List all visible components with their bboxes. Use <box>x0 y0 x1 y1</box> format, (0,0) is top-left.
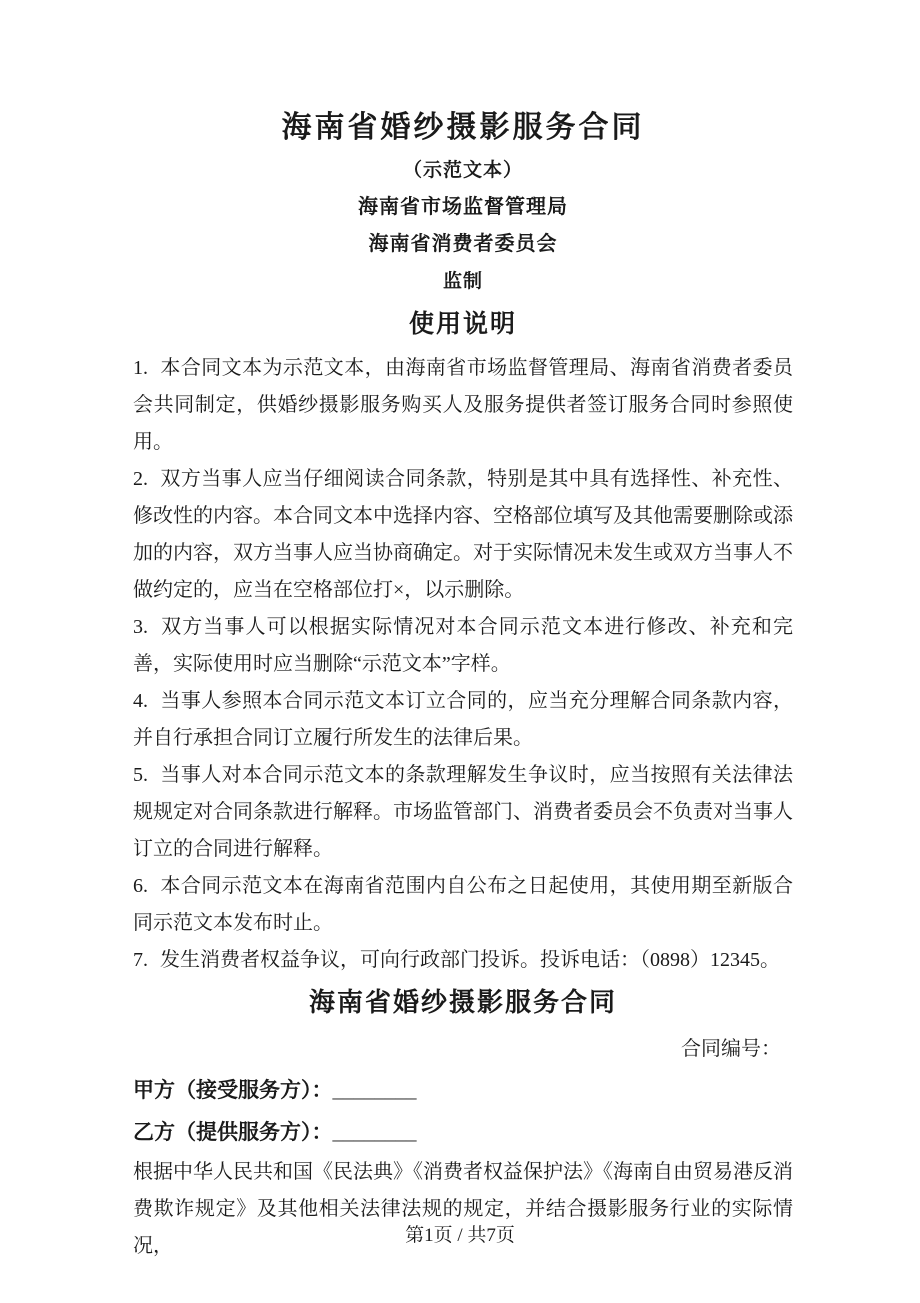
document-title: 海南省婚纱摄影服务合同 <box>281 111 645 144</box>
instruction-number: 4. <box>133 690 148 712</box>
instruction-text: 双方当事人应当仔细阅读合同条款，特别是其中具有选择性、补充性、修改性的内容。本合同文本中选择内容、空格部位填写及其他需要删除或添加的内容，双方当事人应当协商确定。对于实际情况未发生或双方当事人不做约定的，应当在空格部位打×，以示删除。 <box>133 468 793 601</box>
instruction-text: 当事人对本合同示范文本的条款理解发生争议时，应当按照有关法律法规规定对合同条款进行解释。市场监管部门、消费者委员会不负责对当事人订立的合同进行解释。 <box>133 764 793 860</box>
instruction-item-1 <box>133 350 793 461</box>
issuer-line-1: 海南省市场监督管理局 <box>358 196 568 218</box>
instruction-item-4 <box>133 683 793 757</box>
instruction-item-3 <box>133 609 793 683</box>
contract-number-label: 合同编号： <box>681 1038 781 1060</box>
party-a-blank-field[interactable]: ________ <box>332 1078 417 1102</box>
contract-intro-paragraph: 根据中华人民共和国《民法典》《消费者权益保护法》《海南自由贸易港反消费欺诈规定》及其他相关法律法规的规定，并结合摄影服务行业的实际情况， <box>133 1161 793 1257</box>
usage-notes-heading: 使用说明 <box>408 311 517 338</box>
instruction-text: 当事人参照本合同示范文本订立合同的，应当充分理解合同条款内容，并自行承担合同订立履行所发生的法律后果。 <box>133 690 793 749</box>
party-a-line <box>133 1070 793 1110</box>
instruction-text: 本合同示范文本在海南省范围内自公布之日起使用，其使用期至新版合同示范文本发布时止。 <box>133 875 793 934</box>
instruction-text: 本合同文本为示范文本，由海南省市场监督管理局、海南省消费者委员会共同制定，供婚纱摄影服务购买人及服务提供者签订服务合同时参照使用。 <box>133 357 793 453</box>
instruction-number: 3. <box>133 616 148 638</box>
instruction-item-2 <box>133 461 793 609</box>
document-subtitle: （示范文本） <box>402 160 523 181</box>
instruction-item-6 <box>133 868 793 942</box>
party-a-label: 甲方（接受服务方）： <box>133 1078 333 1102</box>
instruction-number: 5. <box>133 764 148 786</box>
page-number-footer: 第1页 / 共7页 <box>405 1225 515 1246</box>
party-b-blank-field[interactable]: ________ <box>332 1120 417 1144</box>
issuer-role: 监制 <box>442 271 483 292</box>
party-b-label: 乙方（提供服务方）： <box>133 1120 333 1144</box>
instruction-number: 6. <box>133 875 148 897</box>
instruction-item-7 <box>133 942 793 979</box>
instruction-number: 1. <box>133 357 148 379</box>
contract-title: 海南省婚纱摄影服务合同 <box>308 988 617 1017</box>
issuer-line-2: 海南省消费者委员会 <box>368 233 558 255</box>
instruction-text: 双方当事人可以根据实际情况对本合同示范文本进行修改、补充和完善，实际使用时应当删除“示范文本”字样。 <box>133 616 793 675</box>
instruction-number: 7. <box>133 949 148 971</box>
instruction-item-5 <box>133 757 793 868</box>
party-b-line <box>133 1112 793 1152</box>
instruction-number: 2. <box>133 468 148 490</box>
instruction-text: 发生消费者权益争议，可向行政部门投诉。投诉电话：（0898）12345。 <box>160 949 780 971</box>
